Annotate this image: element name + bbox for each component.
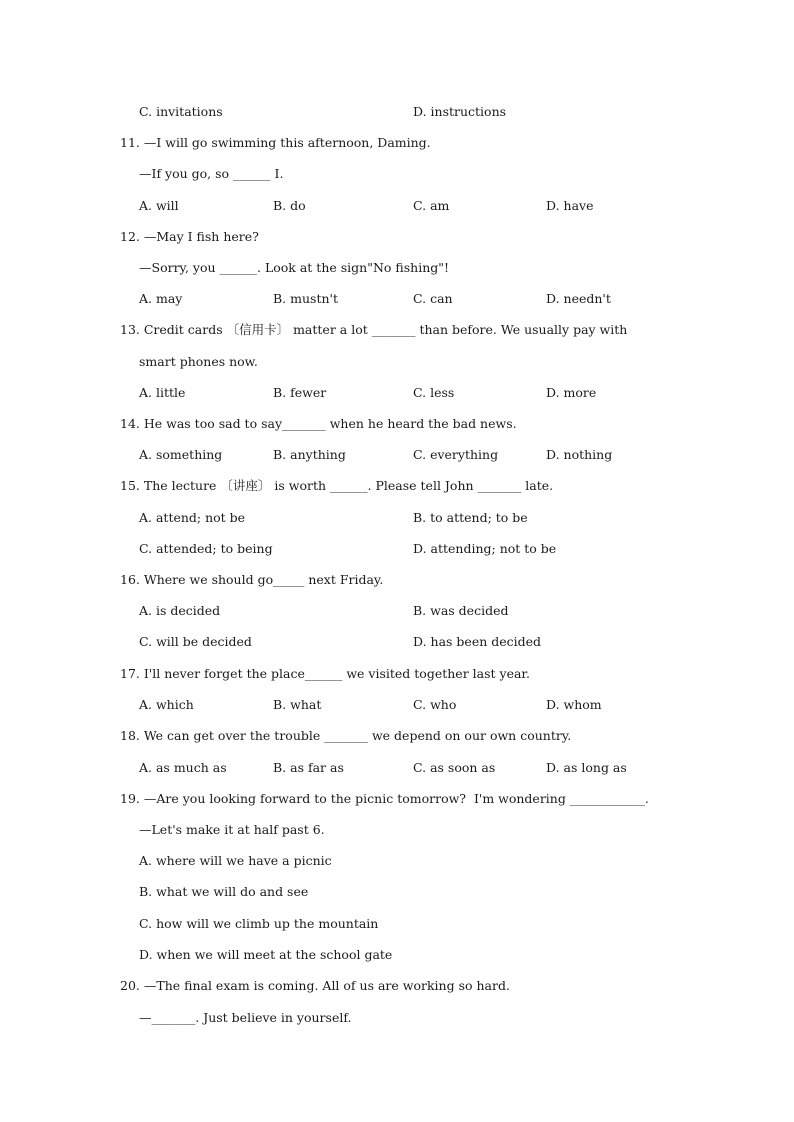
q13-option-b: B. fewer [273,385,327,400]
q10-option-d: D. instructions [413,104,507,119]
q15-option-c: C. attended; to being [139,541,273,556]
q15-stem: 15. The lecture 〔讲座〕 is worth ______. Please tell John _______ late. [120,478,554,493]
q12-option-b: B. mustn't [273,291,338,306]
q13-stem-continued: smart phones now. [139,354,258,369]
q16-option-a: A. is decided [139,603,221,618]
q19-reply: —Let's make it at half past 6. [139,822,325,837]
q12-option-d: D. needn't [546,291,611,306]
q17-option-d: D. whom [546,697,602,712]
q19-stem: 19. —Are you looking forward to the picnic tomorrow? I'm wondering ____________. [120,791,649,806]
q13-option-a: A. little [139,385,186,400]
q17-option-c: C. who [413,697,457,712]
q12-stem: 12. —May I fish here? [120,229,259,244]
q20-reply: —_______. Just believe in yourself. [139,1010,352,1025]
q18-option-c: C. as soon as [413,760,496,775]
q14-option-a: A. something [139,447,223,462]
q11-option-c: C. am [413,198,450,213]
q16-stem: 16. Where we should go_____ next Friday. [120,572,384,587]
q14-option-d: D. nothing [546,447,613,462]
q19-option-b: B. what we will do and see [139,884,309,899]
q19-option-a: A. where will we have a picnic [139,853,332,868]
q11-reply: —If you go, so ______ I. [139,166,284,181]
q14-stem: 14. He was too sad to say_______ when he heard the bad news. [120,416,517,431]
q13-option-d: D. more [546,385,597,400]
q13-option-c: C. less [413,385,455,400]
q15-option-a: A. attend; not be [139,510,246,525]
q14-option-c: C. everything [413,447,499,462]
q15-option-b: B. to attend; to be [413,510,528,525]
q18-stem: 18. We can get over the trouble _______ we depend on our own country. [120,728,572,743]
q16-option-b: B. was decided [413,603,509,618]
q15-option-d: D. attending; not to be [413,541,557,556]
q18-option-d: D. as long as [546,760,627,775]
q11-stem: 11. —I will go swimming this afternoon, Daming. [120,135,431,150]
q17-stem: 17. I'll never forget the place______ we visited together last year. [120,666,530,681]
q11-option-d: D. have [546,198,594,213]
q10-option-c: C. invitations [139,104,223,119]
q17-option-a: A. which [139,697,194,712]
q14-option-b: B. anything [273,447,346,462]
q16-option-d: D. has been decided [413,634,542,649]
q11-option-b: B. do [273,198,306,213]
q16-option-c: C. will be decided [139,634,252,649]
q17-option-b: B. what [273,697,322,712]
q19-option-c: C. how will we climb up the mountain [139,916,379,931]
q20-stem: 20. —The final exam is coming. All of us are working so hard. [120,978,510,993]
q13-stem: 13. Credit cards 〔信用卡〕 matter a lot _______ than before. We usually pay with [120,322,628,337]
q11-option-a: A. will [139,198,179,213]
q12-option-c: C. can [413,291,453,306]
q12-reply: —Sorry, you ______. Look at the sign"No fishing"! [139,260,450,275]
q19-option-d: D. when we will meet at the school gate [139,947,393,962]
q18-option-b: B. as far as [273,760,344,775]
q18-option-a: A. as much as [139,760,227,775]
q12-option-a: A. may [139,291,183,306]
